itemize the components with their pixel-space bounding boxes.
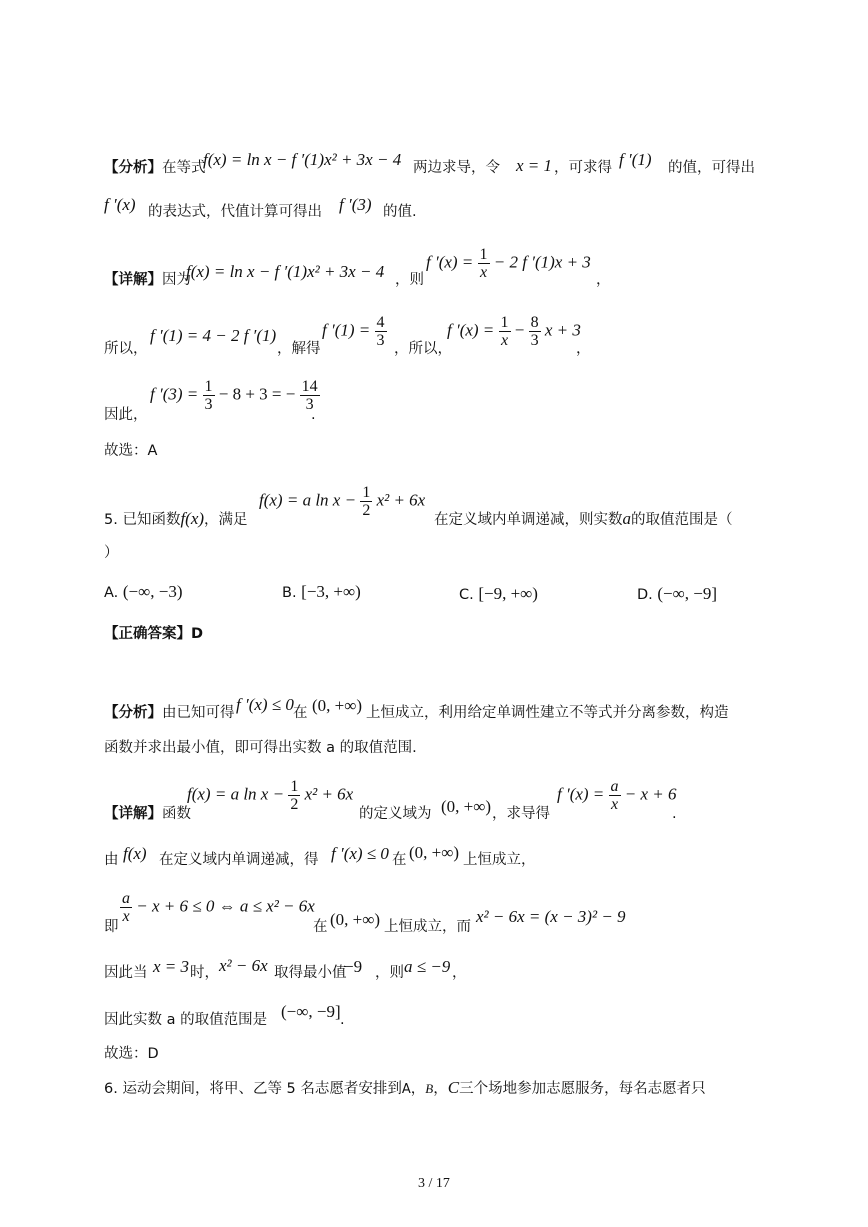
q4-detail-line [104,270,191,290]
text [392,850,407,870]
option-label: D. [637,587,653,603]
text-span: 在定义域内单调递减，则实数 [434,512,623,528]
text [668,158,755,178]
text-span: ， [452,965,467,981]
page-number: 3 / 17 [418,1176,450,1191]
formula: (0, +∞) [330,910,381,929]
fraction [499,314,511,349]
text-span: ，可求得 [554,160,612,176]
numerator: 8 [530,314,539,331]
text [383,202,417,222]
text-span: . [340,1012,345,1028]
formula [150,378,320,413]
venue-c: C [447,1078,460,1097]
q4-analysis-line1 [104,158,206,178]
text-span: 在定义域内单调递减，得 [159,852,319,868]
derivative-formula [426,246,591,281]
formula: f(x) = ln x − f ′(1)x² + 3x − 4 [186,262,385,281]
option-label: B. [282,585,297,601]
text [274,963,347,983]
lhs: f ′(x) = [447,320,495,340]
option-label: C. [459,587,474,603]
text-span: 取得最小值 [274,965,347,981]
lhs: f ′(1) = [322,320,371,340]
text [104,1010,267,1030]
text-span: 5. 已知函数 [104,512,181,528]
text [434,509,733,530]
fraction [609,778,621,813]
text-span: ，则 [395,272,424,288]
formula: (0, +∞) [409,843,460,862]
numerator: a [610,778,619,795]
text-span: 在 [313,919,328,935]
text-span: . [672,806,677,822]
fraction [375,314,387,349]
rest: − x + 6 ≤ 0 ⇔ a ≤ x² − 6x [136,896,315,916]
text-span: ，求导得 [492,806,550,822]
text [190,963,219,983]
formula [557,778,677,813]
formula: (0, +∞) [312,696,363,715]
text [375,963,404,983]
formula: f ′(x) [104,195,136,214]
formula [322,314,387,349]
formula: (0, +∞) [441,797,492,816]
text-span: 上恒成立， [463,852,536,868]
analysis-label: 【分析】 [104,160,162,176]
option-a [104,582,183,602]
text-span: 的定义域为 [359,806,432,822]
text [159,850,319,870]
option-d [637,584,717,604]
text [311,405,316,425]
text-span: 两边求导，令 [413,160,500,176]
formula [187,778,353,813]
q5-analysis-line1 [104,703,235,723]
numerator: a [122,890,130,907]
text [366,703,729,723]
denominator: x [479,264,488,281]
numerator: 1 [362,484,371,501]
formula: f ′(1) [619,150,652,169]
text-span: 上恒成立，而 [384,919,471,935]
denominator: 3 [204,396,213,413]
option-c [459,584,538,604]
text-span: ，解得 [277,341,321,357]
text [293,703,308,723]
formula: f ′(x) ≤ 0 [331,844,389,863]
detail-label: 【详解】 [104,806,162,822]
text [104,339,148,359]
formula: f ′(3) [339,195,372,214]
denominator: 3 [305,396,314,413]
text-span: 的值，可得出 [668,160,755,176]
denominator: 3 [376,332,385,349]
fraction [203,378,215,413]
q5-correct-answer: 【正确答案】D [104,626,204,642]
formula [447,314,581,349]
denominator: x [610,796,619,813]
venue-b: B [425,1081,434,1096]
denominator: x [122,908,130,925]
analysis-label: 【分析】 [104,705,162,721]
text-span: 因为 [162,272,191,288]
text [554,158,612,178]
text [104,405,148,425]
text-span: 在 [293,705,308,721]
rest: − x + 6 [624,784,677,804]
text [277,339,321,359]
operator: − [514,320,525,340]
text [313,917,328,937]
text [104,963,148,983]
text-span: 在 [392,852,407,868]
text-span: 6. 运动会期间，将甲、乙等 5 名志愿者安排到 [104,1081,402,1097]
denominator: 2 [362,502,371,519]
formula: x² − 6x [219,956,268,975]
text: 函数并求出最小值，即可得出实数 a 的取值范围. [104,740,417,756]
numerator: 1 [204,378,213,395]
text-span: 即 [104,919,119,935]
q4-answer: 故选：A [104,443,158,459]
text [672,804,677,824]
text [384,917,471,937]
option-value: (−∞, −3) [122,582,183,601]
text-span: 因此， [104,407,148,423]
formula: f(x) [180,509,205,528]
rest: x² + 6x [376,490,426,510]
text: 在等式 [162,160,206,176]
text-span: 三个场地参加志愿服务，每名志愿者只 [459,1081,706,1097]
option-value: (−∞, −9] [657,584,718,603]
text-span: 所以， [104,341,148,357]
fraction [300,378,320,413]
q5-answer: 故选：D [104,1046,159,1062]
numerator: 14 [301,378,318,395]
text-span: ， [410,1081,426,1097]
text [452,963,467,983]
formula: x = 3 [153,957,190,976]
denominator: 2 [290,796,299,813]
formula: f(x) [123,844,147,863]
text-span: ，所以， [394,341,452,357]
formula: f ′(1) = 4 − 2 f ′(1) [150,326,277,345]
rest: − 2 f ′(1)x + 3 [493,252,591,272]
lhs: f(x) = a ln x − [259,490,357,510]
text-span: 因此当 [104,965,148,981]
denominator: x [500,332,509,349]
text-span: ， [576,341,591,357]
formula: x² − 6x = (x − 3)² − 9 [476,907,626,926]
q5-stem [104,509,248,530]
numerator: 1 [500,314,509,331]
operator: − 8 + 3 = − [218,384,296,404]
numerator: 1 [479,246,488,263]
fraction [478,246,490,281]
lhs: f ′(3) = [150,384,199,404]
rest: x² + 6x [304,784,354,804]
text-span: ， [433,1081,448,1097]
formula: a ≤ −9 [404,957,451,976]
text [576,339,591,359]
lhs: f ′(x) = [557,784,605,804]
formula: −9 [344,957,363,976]
formula [259,484,425,519]
text [104,850,119,870]
text [148,202,322,222]
text-span: 因此实数 a 的取值范围是 [104,1012,268,1028]
formula: f(x) = ln x − f ′(1)x² + 3x − 4 [203,150,402,169]
text [413,158,500,178]
text-span: 时， [190,965,219,981]
fraction [120,890,132,925]
text-span: ， [596,272,611,288]
fraction [529,314,541,349]
option-value: [−3, +∞) [301,582,361,601]
text-span: ，则 [375,965,404,981]
text-span: 的表达式，代值计算可得出 [148,204,322,220]
numerator: 1 [290,778,299,795]
text [104,917,119,937]
text [463,850,536,870]
text-span: . [311,407,316,423]
q5-detail-line [104,804,191,824]
text [395,270,424,290]
formula: (−∞, −9] [281,1002,341,1021]
text [492,804,550,824]
text [359,804,432,824]
text-span: ，满足 [204,512,248,528]
text: ） [104,545,119,561]
fraction [360,484,372,519]
text-span: 由 [104,852,119,868]
fraction [288,778,300,813]
text-span: 的值. [383,204,417,220]
option-value: [−9, +∞) [478,584,538,603]
lhs: f(x) = a ln x − [187,784,285,804]
formula [120,890,315,925]
rest: x + 3 [544,320,581,340]
q6-stem [104,1078,706,1100]
text-span: 函数 [162,806,191,822]
formula: x = 1 [516,156,553,175]
detail-label: 【详解】 [104,272,162,288]
numerator: 4 [376,314,385,331]
text-span: 的取值范围是（ [631,512,733,528]
text-span: 上恒成立，利用给定单调性建立不等式并分离参数，构造 [366,705,729,721]
text [394,339,452,359]
formula: a [622,509,631,528]
denominator: 3 [530,332,539,349]
lhs: f ′(x) = [426,252,474,272]
venue-a: A [401,1082,411,1097]
text-span: 由已知可得 [162,705,235,721]
text [340,1010,345,1030]
text [596,270,611,290]
formula: f ′(x) ≤ 0 [236,695,294,714]
option-label: A. [104,585,119,601]
option-b [282,582,361,602]
